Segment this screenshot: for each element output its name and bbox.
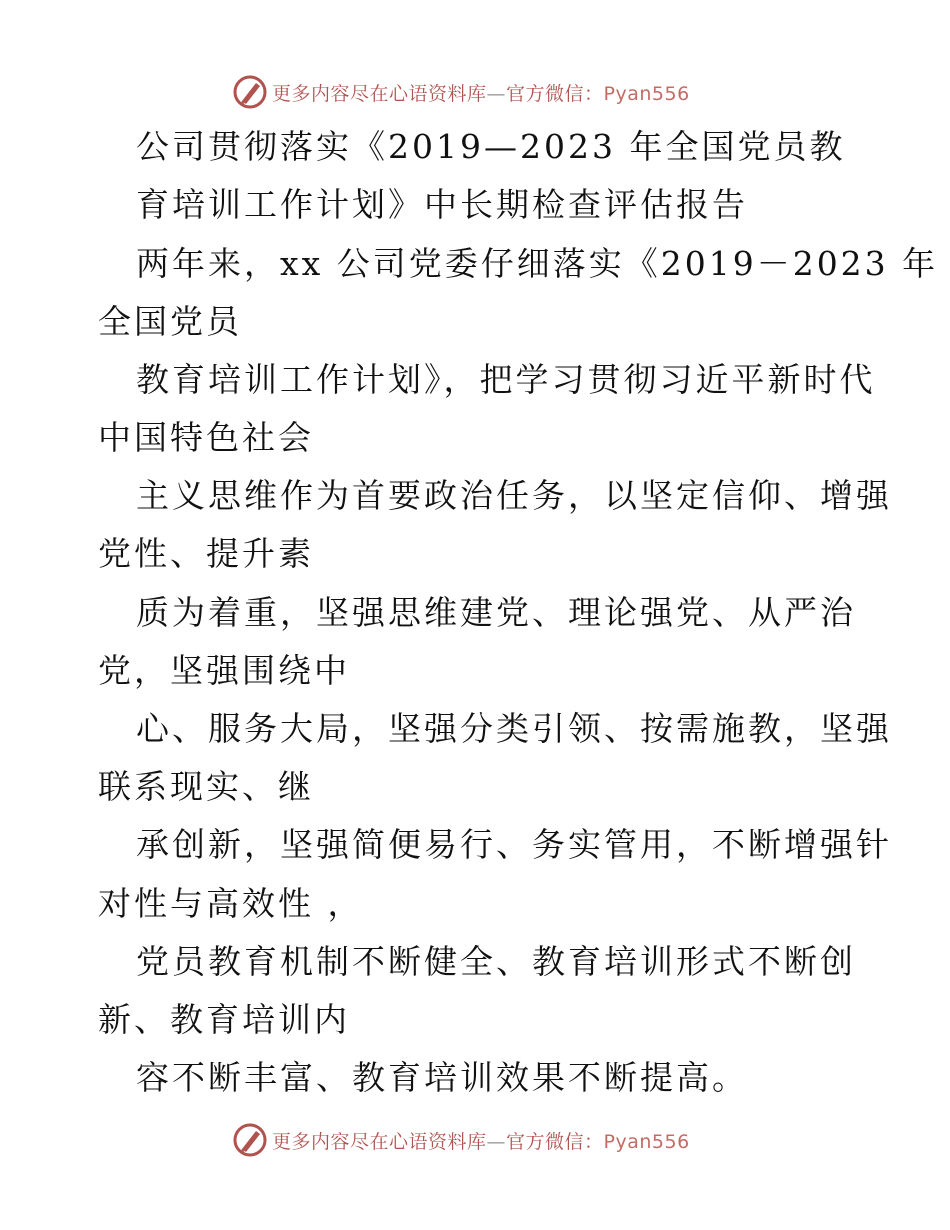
body-line: 新、教育培训内: [98, 1000, 350, 1039]
body-line: 心、服务大局，坚强分类引领、按需施教，坚强: [136, 709, 892, 748]
watermark-text: 更多内容尽在心语资料库—官方微信：Pyan556: [272, 82, 690, 105]
title-line-2: 育培训工作计划》中长期检查评估报告: [136, 185, 748, 224]
body-line: 主义思维作为首要政治任务，以坚定信仰、增强: [136, 476, 892, 515]
body-line: 党性、提升素: [98, 534, 314, 573]
body-line: 对性与高效性 ，: [98, 884, 364, 923]
body-line: 全国党员: [98, 302, 242, 341]
watermark-text: 更多内容尽在心语资料库—官方微信：Pyan556: [272, 1130, 690, 1153]
body-line: 教育培训工作计划》，把学习贯彻习近平新时代: [136, 360, 876, 399]
body-line: 党员教育机制不断健全、教育培训形式不断创: [136, 942, 856, 981]
body-line: 中国特色社会: [98, 418, 314, 457]
watermark-footer: [232, 1120, 690, 1160]
body-line: 容不断丰富、教育培训效果不断提高。: [136, 1058, 748, 1097]
body-line: 两年来，xx 公司党委仔细落实《2019－2023 年: [136, 244, 939, 283]
body-line: 承创新，坚强简便易行、务实管用，不断增强针: [136, 825, 892, 864]
title-line-1: 公司贯彻落实《2019—2023 年全国党员教: [136, 127, 846, 166]
pen-logo-icon: [232, 1122, 268, 1158]
body-line: 质为着重，坚强思维建党、理论强党、从严治: [136, 593, 856, 632]
body-line: 党，坚强围绕中: [98, 651, 350, 690]
body-line: 联系现实、继: [98, 767, 314, 806]
